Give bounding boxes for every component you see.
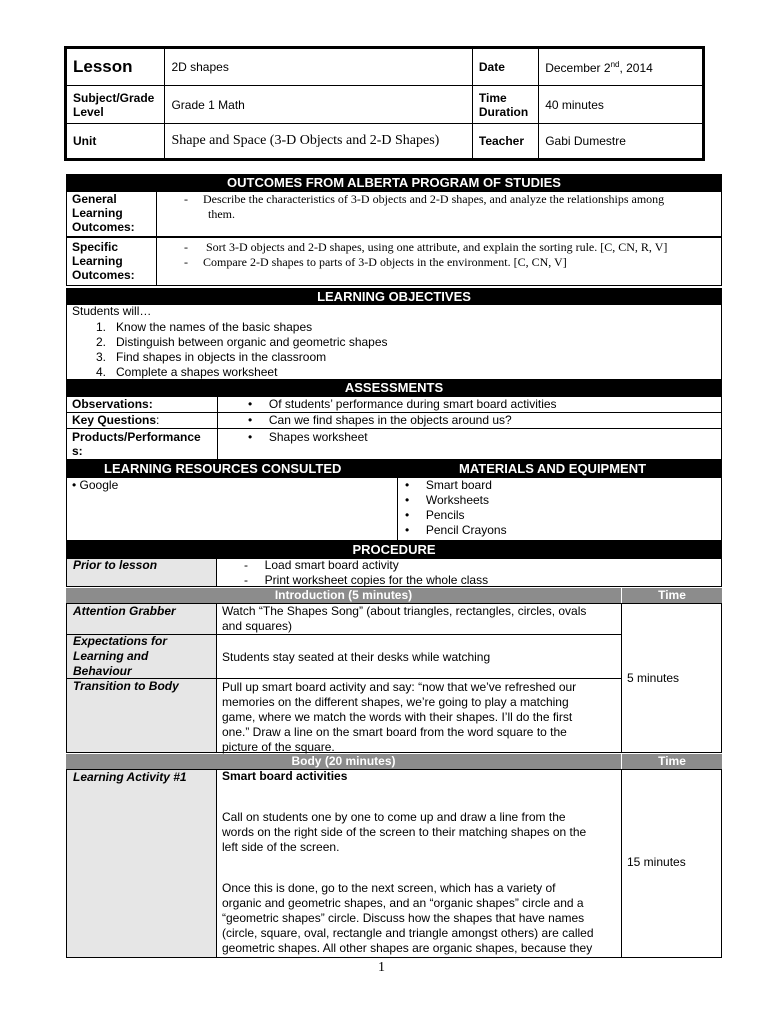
products-label: Products/Performance s: — [72, 430, 201, 458]
general-outcomes-text: - Describe the characteristics of 3-D objects and 2-D shapes, and analyze the relationships among them. — [184, 192, 665, 221]
intro-time-header: Time — [622, 588, 722, 603]
page-number: 1 — [378, 960, 385, 975]
time-value: 40 minutes — [539, 86, 704, 124]
prior-list: - Load smart board activity - Print worksheet copies for the whole class — [244, 558, 489, 587]
lesson-header-table — [64, 46, 705, 161]
intro-header: Introduction (5 minutes) — [66, 588, 621, 603]
objectives-intro: Students will… — [72, 304, 152, 318]
attention-text: Watch “The Shapes Song” (about triangles, rectangles, circles, ovals and squares) — [222, 604, 587, 633]
expectations-label: Expectations for Learning and Behaviour — [73, 634, 168, 678]
attention-label: Attention Grabber — [73, 604, 176, 618]
materials-list: • Smart board • Worksheets • Pencils • Pencil Crayons — [405, 478, 507, 537]
observations-label: Observations: — [72, 397, 153, 411]
transition-label: Transition to Body — [73, 679, 179, 693]
time-label: Time Duration — [472, 86, 538, 124]
activity-paragraph-2: Once this is done, go to the next screen, which has a variety of organic and geometric shapes, and an “organic shapes” circle and a “geometric shapes” circle. Discuss how the shapes that have names (circle, square, oval, rectangle and triangle amongst others) are called geometric shapes. All other shapes are organic shapes, because they — [222, 881, 594, 955]
products-value: • Shapes worksheet — [248, 430, 368, 444]
key-questions-label: Key Questions: — [72, 413, 160, 427]
transition-text: Pull up smart board activity and say: “now that we’ve refreshed our memories on the different shapes, we’re going to play a matching game, where we match the words with their shapes. I’ll do the first one.” Draw a line on the smart board from the word square to the picture of the square. — [222, 680, 577, 754]
general-outcomes-label: General Learning Outcomes: — [72, 192, 135, 234]
body-time-header: Time — [622, 754, 722, 769]
lesson-value: 2D shapes — [165, 48, 472, 86]
date-value: December 2nd, 2014 — [539, 48, 704, 86]
teacher-label: Teacher — [472, 124, 538, 160]
subject-value: Grade 1 Math — [165, 86, 472, 124]
specific-outcomes-text: - Sort 3-D objects and 2-D shapes, using one attribute, and explain the sorting rule. [C, CN, R, V] - Compare 2-D shapes to parts of 3-D objects in the environment. [C, CN, V] — [184, 240, 668, 269]
materials-title: MATERIALS AND EQUIPMENT — [459, 461, 647, 476]
date-label: Date — [472, 48, 538, 86]
unit-label: Unit — [66, 124, 165, 160]
expectations-text: Students stay seated at their desks while watching — [222, 650, 491, 664]
objectives-title: LEARNING OBJECTIVES — [66, 288, 722, 305]
activity-paragraph-1: Call on students one by one to come up and draw a line from the words on the right side of the screen to their matching shapes on the left side of the screen. — [222, 810, 587, 854]
procedure-title: PROCEDURE — [66, 541, 722, 558]
observations-value: • Of students’ performance during smart board activities — [248, 397, 557, 411]
activity-label: Learning Activity #1 — [73, 770, 187, 784]
body-header: Body (20 minutes) — [66, 754, 621, 769]
objectives-list: 1. Know the names of the basic shapes 2. Distinguish between organic and geometric shapes 3. Find shapes in objects in the classroom 4. Complete a shapes worksheet — [96, 320, 388, 379]
body-time-value: 15 minutes — [627, 855, 686, 869]
outcomes-title: OUTCOMES FROM ALBERTA PROGRAM OF STUDIES — [66, 174, 722, 191]
prior-label: Prior to lesson — [73, 558, 158, 572]
activity-title: Smart board activities — [222, 769, 348, 783]
resources-box — [66, 477, 722, 541]
lesson-label: Lesson — [66, 48, 165, 86]
teacher-value: Gabi Dumestre — [539, 124, 704, 160]
unit-value: Shape and Space (3-D Objects and 2-D Shapes) — [165, 124, 472, 160]
intro-time-value: 5 minutes — [627, 671, 680, 685]
key-questions-value: • Can we find shapes in the objects around us? — [248, 413, 512, 427]
resources-list: • Google — [72, 478, 119, 492]
subject-label: Subject/Grade Level — [66, 86, 165, 124]
assessments-title: ASSESSMENTS — [66, 379, 722, 396]
specific-outcomes-label: Specific Learning Outcomes: — [72, 240, 135, 282]
resources-title-bar — [66, 460, 722, 477]
resources-title: LEARNING RESOURCES CONSULTED — [104, 461, 342, 476]
